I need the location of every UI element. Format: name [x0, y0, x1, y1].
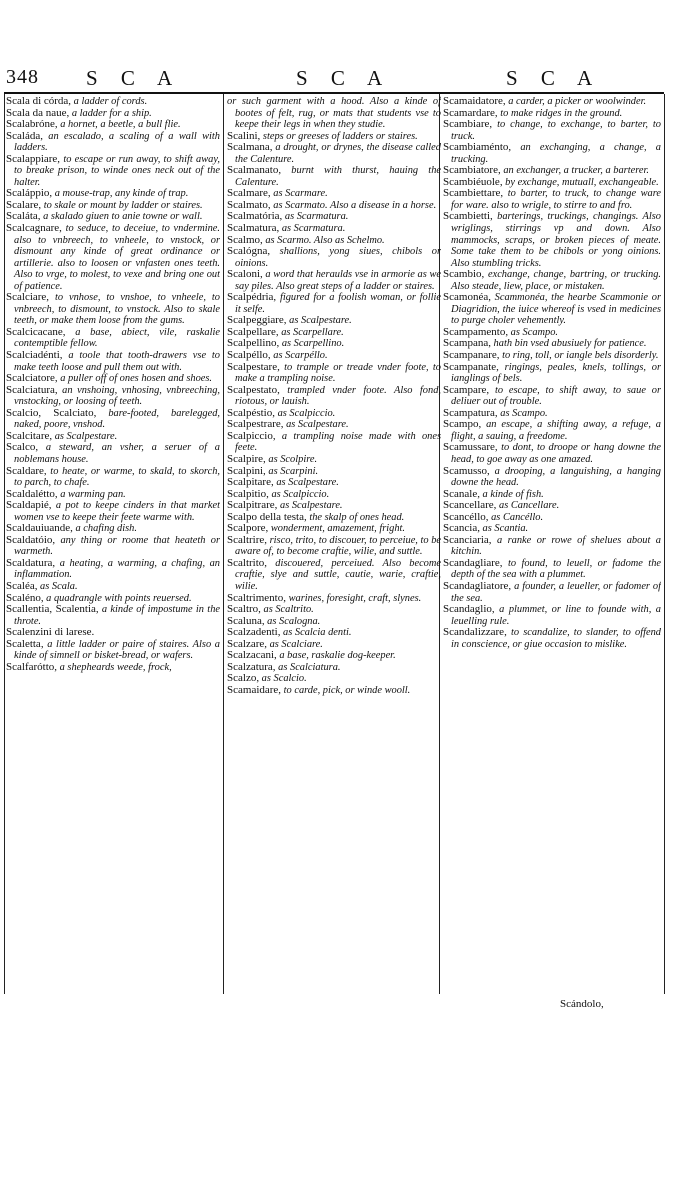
dictionary-entry: [443, 385, 661, 408]
dictionary-entry: [443, 362, 661, 385]
dictionary-entry: [227, 662, 441, 674]
entry-headword: Scandalizzare,: [443, 626, 507, 639]
entry-headword: Scalzatura,: [227, 660, 276, 673]
entry-definition: to make ridges in the ground.: [497, 107, 623, 119]
entry-headword: Scalpeggiare,: [227, 314, 287, 327]
entry-headword: Scamusso,: [443, 464, 490, 477]
entry-headword: Scancellare,: [443, 499, 497, 512]
dictionary-entry: [6, 558, 220, 581]
entry-definition: as Scantia.: [479, 523, 529, 535]
entry-headword: Scambiaménto,: [443, 141, 512, 154]
entry-definition: to vnhose, to vnshoe, to vnheele, to vnbreech, to dismount, to vnstock. Also to skale teeth, or make them loose from the gums.: [14, 292, 220, 327]
entry-definition: as Cancéllo.: [488, 511, 544, 523]
dictionary-entry: [227, 558, 441, 593]
entry-definition: as Scalpestare.: [273, 477, 339, 489]
header-rule: [4, 92, 664, 94]
entry-headword: Scalzare,: [227, 637, 267, 650]
running-head-right: S C A: [506, 66, 602, 90]
entry-headword: Scamonéa,: [443, 291, 491, 304]
dictionary-entry: [227, 535, 441, 558]
dictionary-entry: [6, 327, 220, 350]
entry-headword: Scalpestrare,: [227, 418, 284, 431]
entry-headword: Scaloni,: [227, 268, 263, 281]
entry-definition: as Scarpellare.: [278, 326, 344, 338]
entry-definition: a mouse-trap, any kinde of trap.: [52, 188, 189, 200]
entry-definition: to change, to exchange, to barter, to truck.: [451, 119, 661, 142]
entry-headword: Scambio,: [443, 268, 485, 281]
entry-headword: Scampanate,: [443, 360, 499, 373]
column-1: [6, 96, 220, 996]
entry-definition: exchange, change, bartring, or trucking. Also steade, liew, place, or mistaken.: [451, 269, 661, 292]
entry-definition: a founder, a leueller, or fadomer of the sea.: [451, 580, 661, 604]
entry-headword: Scala di córda,: [6, 96, 72, 107]
dictionary-entry: [6, 154, 220, 189]
dictionary-entry: [443, 466, 661, 489]
dictionary-entry: [443, 419, 661, 442]
entry-definition: a little ladder or paire of staires. Also a kinde of simnell or bisket-bread, or wafers.: [14, 638, 220, 662]
entry-headword: Scambiettare,: [443, 187, 504, 200]
entry-definition: as Scalpestare.: [52, 430, 118, 442]
entry-headword: Scalpitare,: [227, 476, 274, 489]
entry-definition: a drought, or drynes, the disease called the Calenture.: [235, 142, 441, 165]
entry-definition: a word that heraulds vse in armorie as we say piles. Also great steps of a ladder or staires.: [235, 269, 441, 292]
entry-definition: Scammonéa, the hearbe Scammonie or Diagridion, the iuice whereof is vsed in medicines to purge choler vehemently.: [451, 292, 661, 327]
entry-headword: Scaltrito,: [227, 556, 268, 569]
dictionary-entry: [227, 685, 441, 697]
entry-headword: Scancéllo,: [443, 510, 489, 523]
entry-headword: Scandagliatore,: [443, 579, 512, 592]
entry-definition: shallions, yong siues, chibols or oinions.: [235, 246, 441, 269]
entry-headword: Scandaglio,: [443, 603, 495, 616]
entry-headword: Scamaidare,: [227, 683, 282, 696]
dictionary-entry: [227, 165, 441, 188]
entry-definition: a shepheards weede, frock,: [57, 661, 172, 673]
entry-definition: a drooping, a languishing, a hanging downe the head.: [451, 465, 661, 489]
entry-headword: Scalappiare,: [6, 152, 61, 165]
entry-definition: or such garment with a hood. Also a kinde of bootes of felt, rug, or mats that students vse to keepe their legs in when they studie.: [227, 96, 441, 131]
dictionary-entry: [227, 385, 441, 408]
entry-headword: Scambietti,: [443, 210, 493, 223]
entry-headword: Scalenzini di larese.: [6, 626, 95, 639]
entry-headword: Scalpéstio,: [227, 406, 275, 419]
dictionary-entry: [227, 431, 441, 454]
entry-definition: as Scalpiccio.: [274, 407, 336, 419]
entry-definition: as Scalpestare.: [277, 500, 343, 512]
dictionary-entry: [6, 408, 220, 431]
entry-definition: by exchange, mutuall, exchangeable.: [502, 176, 659, 188]
entry-headword: Scaléno,: [6, 591, 44, 604]
entry-definition: a pot to keepe cinders in that market women vse to keepe their feete warme with.: [14, 500, 220, 523]
dictionary-entry: [227, 142, 441, 165]
dictionary-entry: [227, 96, 441, 131]
entry-headword: Scalpiccio,: [227, 429, 276, 442]
entry-headword: Scalzadenti,: [227, 626, 281, 639]
entry-definition: as Scarpéllo.: [270, 350, 328, 362]
entry-definition: barterings, truckings, changings. Also wriglings, stirrings vp and down. Also mammocks, scraps, or broken pieces of meate. Some take them to be chibols or yong oinions. Also stumbling tricks.: [451, 211, 661, 269]
dictionary-entry: [6, 604, 220, 627]
entry-headword: Scampatura,: [443, 406, 498, 419]
entry-headword: Scalfarótto,: [6, 660, 58, 673]
entry-definition: a kinde of impostume in the throte.: [14, 604, 220, 627]
entry-headword: Scaldapié,: [6, 499, 52, 512]
entry-headword: Scalpo della testa,: [227, 510, 307, 523]
entry-headword: Scambiéuole,: [443, 175, 503, 188]
entry-headword: Scalcagnare,: [6, 222, 62, 235]
entry-definition: as Scaltrito.: [260, 604, 314, 616]
entry-definition: a quadrangle with points reuersed.: [43, 592, 192, 604]
entry-definition: as Scarmatura.: [279, 223, 346, 235]
entry-headword: Scalpellino,: [227, 337, 280, 350]
entry-definition: any thing or roome that heateth or warmeth.: [14, 534, 220, 558]
entry-definition: as Scalciare.: [267, 638, 323, 650]
entry-headword: Scaluna,: [227, 614, 265, 627]
entry-headword: Scamussare,: [443, 441, 498, 454]
dictionary-entry: [6, 223, 220, 292]
entry-headword: Scalmatura,: [227, 222, 280, 235]
entry-definition: a hornet, a beetle, a bull flie.: [57, 119, 181, 131]
entry-headword: Scanale,: [443, 487, 480, 500]
entry-definition: burnt with thurst, hauing the Calenture.: [235, 165, 441, 188]
entry-definition: a carder, a picker or woolwinder.: [505, 96, 647, 107]
entry-definition: as Scalogna.: [264, 615, 321, 627]
entry-headword: Scalini,: [227, 129, 261, 142]
entry-headword: Scampana,: [443, 337, 491, 350]
entry-headword: Scalciare,: [6, 291, 50, 304]
entry-definition: to dont, to droope or hang downe the head, to goe away as one amazed.: [451, 442, 661, 465]
entry-headword: Scaláppio,: [6, 187, 53, 200]
entry-headword: Scalógna,: [227, 245, 271, 258]
entry-headword: Scamardare,: [443, 106, 498, 119]
entry-definition: trampled vnder foote. Also fond, riotous, or lauish.: [235, 384, 441, 408]
entry-headword: Scaléa,: [6, 579, 38, 592]
entry-headword: Scampo,: [443, 418, 482, 431]
dictionary-entry: [227, 362, 441, 385]
entry-headword: Scaldatóio,: [6, 533, 56, 546]
entry-definition: as Scalciatura.: [275, 661, 341, 673]
entry-definition: a steward, an vsher, a seruer of a noblemans house.: [14, 442, 220, 465]
dictionary-entry: [6, 639, 220, 662]
entry-definition: an escape, a shifting away, a refuge, a flight, a sauing, a freedome.: [451, 419, 661, 442]
entry-headword: Scaletta,: [6, 637, 44, 650]
dictionary-entry: [443, 119, 661, 142]
entry-headword: Scaldatura,: [6, 556, 56, 569]
entry-definition: a ladder for a ship.: [69, 107, 152, 119]
entry-definition: as Scarpellino.: [279, 338, 345, 350]
column-3: [443, 96, 661, 996]
entry-headword: Scalciadénti,: [6, 349, 63, 362]
entry-definition: as Scala.: [37, 580, 78, 592]
entry-definition: as Scarmatura.: [282, 211, 349, 223]
entry-definition: a chafing dish.: [72, 523, 137, 535]
entry-headword: Scalpire,: [227, 452, 266, 465]
entry-definition: as Cancellare.: [496, 500, 560, 512]
entry-definition: as Scarmato. Also a disease in a horse.: [270, 199, 437, 211]
entry-definition: a warming pan.: [57, 488, 126, 500]
entry-definition: as Scalpiccio.: [268, 488, 330, 500]
dictionary-entry: [6, 385, 220, 408]
entry-definition: as Scarpini.: [265, 465, 319, 477]
entry-headword: Scalzo,: [227, 672, 260, 685]
entry-headword: Scalzacani,: [227, 649, 277, 662]
entry-definition: as Scalcia denti.: [280, 627, 352, 639]
entry-definition: a base, abiect, vile, raskalie contemptible fellow.: [14, 326, 220, 350]
column-2: [227, 96, 441, 996]
entry-headword: Scaltrimento,: [227, 591, 286, 604]
entry-definition: as Scampo.: [497, 407, 548, 419]
entry-headword: Scalpédria,: [227, 291, 277, 304]
entry-definition: discouered, perceiued. Also become craftie, slye and suttle, cautie, warie, craftie, wilie.: [235, 557, 441, 592]
entry-headword: Scaldauiuande,: [6, 522, 73, 535]
column-rule-1: [223, 94, 224, 994]
entry-headword: Scandagliare,: [443, 556, 503, 569]
entry-headword: Scaláda,: [6, 129, 43, 142]
entry-definition: ringings, peales, knels, tollings, or ianglings of bels.: [451, 361, 661, 385]
dictionary-entry: [227, 292, 441, 315]
running-head-center: S C A: [296, 66, 392, 90]
dictionary-entry: [6, 431, 220, 443]
dictionary-entry: [443, 292, 661, 327]
entry-definition: a heating, a warming, a chafing, an inflammation.: [14, 557, 220, 581]
entry-headword: Scalmanato,: [227, 164, 282, 177]
entry-headword: Scancia,: [443, 522, 480, 535]
entry-definition: an vnshoing, vnhosing, vnbreeching, vnstocking, or loosing of teeth.: [14, 384, 220, 408]
entry-definition: to ring, toll, or iangle bels disorderly.: [499, 350, 659, 362]
entry-headword: Scalabróne,: [6, 118, 58, 131]
entry-definition: as Scalpestare.: [286, 315, 352, 327]
entry-headword: Scaltrire,: [227, 533, 268, 546]
entry-definition: a plummet, or line to founde with, a leuelling rule.: [451, 604, 661, 627]
entry-definition: hath bin vsed abusiuely for patience.: [490, 338, 647, 350]
catchword: Scándolo,: [560, 998, 604, 1010]
entry-headword: Scalcio, Scalciato,: [6, 406, 97, 419]
entry-headword: Scaldalétto,: [6, 487, 58, 500]
entry-definition: bare-footed, barelegged, naked, poore, vnshod.: [14, 407, 220, 431]
dictionary-entry: [443, 142, 661, 165]
entry-definition: as Scolpire.: [265, 453, 318, 465]
entry-headword: Scalmare,: [227, 187, 271, 200]
entry-definition: warines, foresight, craft, slynes.: [285, 592, 422, 604]
entry-headword: Scampare,: [443, 383, 490, 396]
entry-definition: as Scampo.: [508, 326, 559, 338]
entry-headword: Scaldare,: [6, 464, 47, 477]
entry-headword: Scalpéllo,: [227, 349, 271, 362]
dictionary-entry: [6, 350, 220, 373]
entry-definition: risco, trito, to discouer, to perceiue, to be aware of, to become craftie, wilie, and suttle.: [235, 534, 441, 558]
entry-headword: Scalpitio,: [227, 487, 269, 500]
entry-headword: Scambiatore,: [443, 164, 501, 177]
page-number: 348: [6, 66, 39, 88]
entry-headword: Scanciaria,: [443, 533, 492, 546]
entry-definition: a trampling noise made with ones feete.: [235, 430, 441, 454]
entry-headword: Scalpore,: [227, 522, 269, 535]
entry-headword: Scalpitrare,: [227, 499, 278, 512]
dictionary-entry: [443, 627, 661, 650]
entry-definition: as Scarmare.: [270, 188, 328, 200]
entry-definition: an exchanging, a change, a trucking.: [451, 142, 661, 165]
entry-headword: Scaltro,: [227, 603, 261, 616]
entry-definition: a skalado giuen to anie towne or wall.: [40, 211, 203, 223]
dictionary-entry: [6, 292, 220, 327]
dictionary-entry: [443, 442, 661, 465]
entry-definition: a ranke or rowe of shelues about a kitchin.: [451, 534, 661, 558]
entry-definition: a toole that tooth-drawers vse to make teeth loose and pull them out with.: [14, 350, 220, 373]
entry-headword: Scalciatore,: [6, 372, 58, 385]
entry-definition: to skale or mount by ladder or staires.: [41, 199, 203, 211]
entry-headword: Scalmato,: [227, 198, 271, 211]
entry-definition: to seduce, to deceiue, to vndermine. also to vnbreech, to vnheele, to vnstock, or dismount any kinde of great ordinance or artillerie. also to loosen or vnfasten ones teeth. Also to vrge, to molest, to vexe and bring one out of patience.: [14, 223, 220, 292]
entry-definition: a base, raskalie dog-keeper.: [276, 650, 396, 662]
entry-definition: as Scarmo. Also as Schelmo.: [262, 234, 385, 246]
entry-headword: Scampanare,: [443, 349, 500, 362]
entry-definition: the skalp of ones head.: [306, 511, 405, 523]
entry-headword: Scala da naue,: [6, 106, 70, 119]
dictionary-entry: [6, 535, 220, 558]
entry-definition: as Scalcio.: [259, 673, 307, 685]
dictionary-entry: [6, 466, 220, 489]
entry-definition: as Scalpestare.: [283, 419, 349, 431]
column-rule-right: [664, 94, 665, 994]
entry-definition: steps or greeses of ladders or staires.: [260, 130, 418, 142]
running-head-left: S C A: [86, 66, 182, 90]
entry-headword: Scalpini,: [227, 464, 266, 477]
entry-definition: an exchanger, a trucker, a barterer.: [500, 165, 649, 177]
entry-headword: Scampamento,: [443, 325, 509, 338]
entry-headword: Scalco,: [6, 441, 39, 454]
dictionary-entry: [443, 604, 661, 627]
entry-headword: Scalcitare,: [6, 429, 53, 442]
entry-definition: to found, to leuell, or fadome the depth of the sea with a plummet.: [451, 557, 661, 581]
entry-headword: Scalpestato,: [227, 383, 280, 396]
entry-definition: figured for a foolish woman, or follie it selfe.: [235, 292, 441, 315]
entry-definition: a kinde of fish.: [479, 488, 544, 500]
entry-headword: Scalpellare,: [227, 325, 279, 338]
entry-headword: Scalmatória,: [227, 210, 283, 223]
entry-definition: an escalado, a scaling of a wall with ladders.: [14, 130, 220, 154]
entry-definition: to escape or run away, to shift away, to breake prison, to winde ones neck out of the halter.: [14, 153, 220, 188]
dictionary-entry: [443, 558, 661, 581]
dictionary-entry: [227, 246, 441, 269]
dictionary-entry: [443, 188, 661, 211]
entry-headword: Scalare,: [6, 198, 42, 211]
entry-headword: Scallentia, Scalentia,: [6, 603, 99, 616]
entry-definition: a puller off of ones hosen and shoes.: [57, 373, 213, 385]
dictionary-entry: [443, 269, 661, 292]
dictionary-entry: [6, 662, 220, 674]
entry-definition: to heate, or warme, to skald, to skorch, to parch, to chafe.: [14, 465, 220, 489]
entry-headword: Scalcicacane,: [6, 325, 66, 338]
entry-definition: wonderment, amazement, fright.: [268, 523, 406, 535]
dictionary-entry: [6, 500, 220, 523]
entry-headword: Scamaidatore,: [443, 96, 506, 107]
dictionary-entry: [6, 131, 220, 154]
entry-definition: to barter, to truck, to change ware for ware. also to wrigle, to stirre to and fro.: [451, 188, 661, 211]
dictionary-entry: [443, 581, 661, 604]
entry-headword: Scambiare,: [443, 118, 493, 131]
dictionary-entry: [227, 269, 441, 292]
entry-definition: to scandalize, to slander, to offend in conscience, or giue occasion to mislike.: [451, 627, 661, 650]
entry-headword: Scalmo,: [227, 233, 263, 246]
entry-definition: to carde, pick, or winde wooll.: [281, 684, 411, 696]
page-header: [4, 66, 664, 92]
entry-definition: to escape, to shift away, to saue or deliuer out of trouble.: [451, 384, 661, 408]
dictionary-entry: [443, 535, 661, 558]
entry-definition: a ladder of cords.: [71, 96, 148, 107]
entry-headword: Scalciatura,: [6, 383, 58, 396]
entry-headword: Scaláta,: [6, 210, 41, 223]
dictionary-entry: [443, 211, 661, 269]
entry-definition: to trample or treade vnder foote, to make a trampling noise.: [235, 361, 441, 385]
entry-headword: Scalpestare,: [227, 360, 280, 373]
column-rule-left: [4, 94, 5, 994]
dictionary-entry: [6, 442, 220, 465]
entry-headword: Scalmana,: [227, 141, 273, 154]
